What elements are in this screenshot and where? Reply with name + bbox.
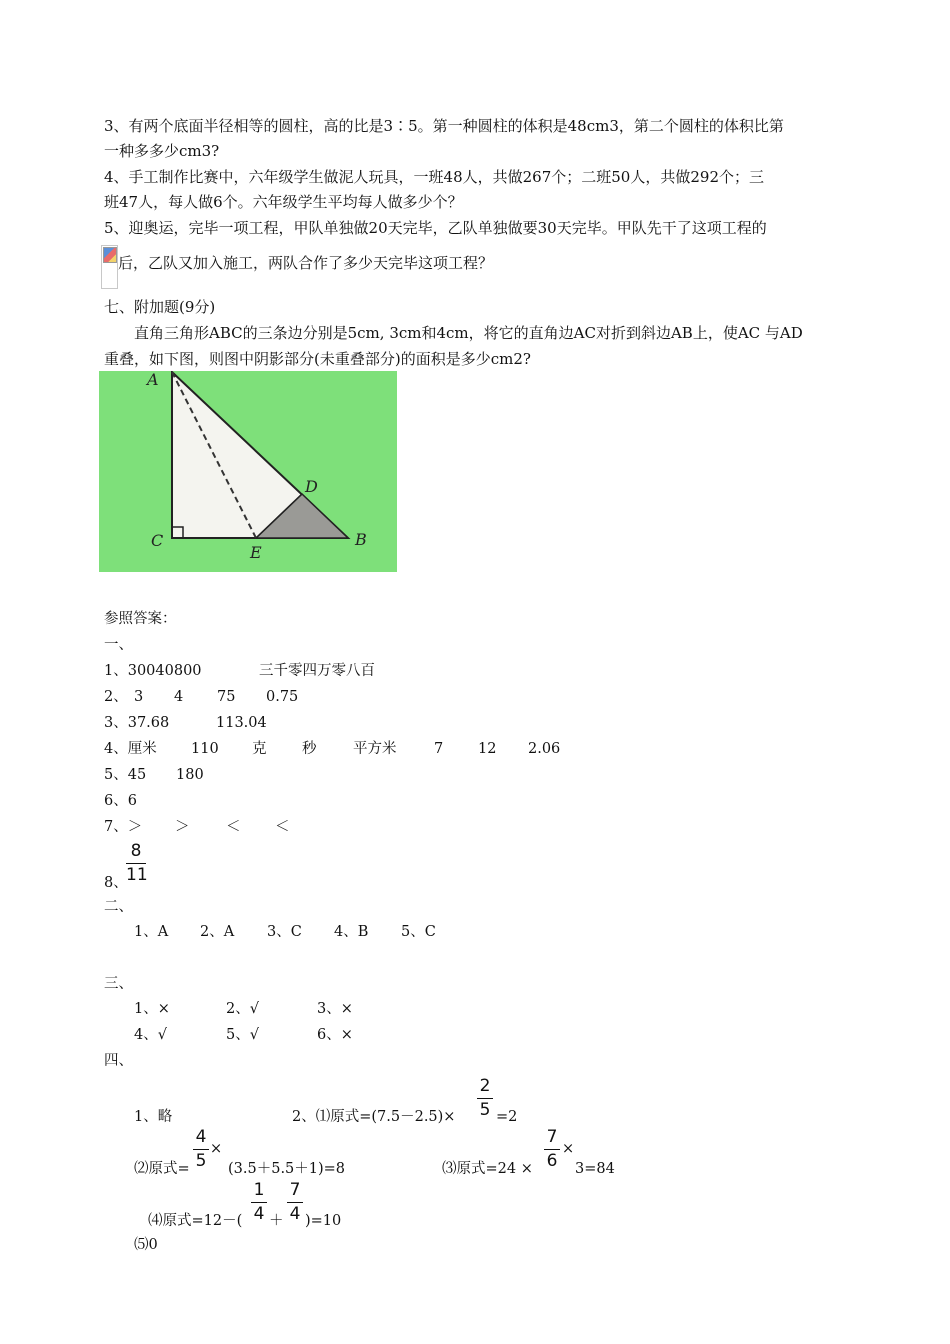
- answer-1-4-value: 平方米: [353, 741, 397, 757]
- answer-1-2-label: 2、: [104, 689, 128, 705]
- answer-1-2-value: 75: [217, 689, 236, 705]
- bonus-line-1: 直角三角形ABC的三条边分别是5cm, 3cm和4cm，将它的直角边AC对折到斜边AB上，使AC 与AD: [134, 324, 803, 342]
- answer-1-8-label: 8、: [104, 875, 128, 891]
- answer-1-4-value: 12: [478, 741, 497, 757]
- answer-1-7-value: ＜: [226, 819, 241, 835]
- answer-1-4-value: 克: [252, 741, 267, 757]
- answer-1-4-value: 7: [434, 741, 444, 757]
- answer-1-6: 6、6: [104, 793, 137, 809]
- question-5-line-1: 5、迎奥运，完毕一项工程，甲队单独做20天完毕，乙队单独做要30天完毕。甲队先干了这项工程的: [104, 219, 767, 237]
- answer-4-p3-label: ⑶原式=24 ×: [442, 1161, 533, 1177]
- fraction-7-4: [287, 1180, 303, 1224]
- fraction-bar: [126, 863, 146, 864]
- fraction-7-6: [544, 1127, 560, 1171]
- answer-2-item: 1、A: [134, 924, 169, 940]
- answer-1-1-number: 1、30040800: [104, 663, 202, 679]
- fraction-numerator: 2: [479, 1076, 491, 1096]
- question-4-line-2: 班47人，每人做6个。六年级学生平均每人做多少个？: [104, 193, 463, 211]
- fraction-8-11: [126, 841, 146, 885]
- fraction-numerator: 7: [546, 1127, 558, 1147]
- fraction-denominator: 5: [195, 1151, 207, 1171]
- fraction-bar: [544, 1149, 560, 1150]
- fraction-2-5: [477, 1076, 493, 1120]
- plus-sign: ＋: [269, 1213, 284, 1229]
- answer-4-p2-label: ⑵原式=: [134, 1161, 190, 1177]
- answer-3-item: 1、×: [134, 1001, 170, 1017]
- question-3-line-2: 一种多多少cm3?: [104, 142, 220, 160]
- answer-1-4-value: 110: [191, 741, 219, 757]
- fraction-denominator: 11: [126, 865, 148, 885]
- fraction-numerator: 4: [195, 1127, 207, 1147]
- fraction-bar: [287, 1202, 303, 1203]
- question-3-line-1: 3、有两个底面半径相等的圆柱，高的比是3∶5。第一种圆柱的体积是48cm3，第二个圆柱的体积比第: [104, 117, 784, 135]
- answer-3-item: 4、√: [134, 1027, 167, 1043]
- answer-4-2-part-b: =2: [496, 1109, 518, 1125]
- answer-1-5-value: 180: [176, 767, 204, 783]
- fraction-numerator: 1: [253, 1180, 265, 1200]
- answer-1-2-value: 4: [174, 689, 184, 705]
- triangle-diagram: [99, 371, 397, 572]
- fraction-denominator: 4: [289, 1204, 301, 1224]
- label-c: C: [151, 531, 164, 550]
- answer-1-3-value: 3、37.68: [104, 715, 170, 731]
- answers-section-3: 三、: [104, 976, 133, 992]
- label-d: D: [305, 477, 318, 496]
- triangle-figure: [99, 371, 397, 572]
- times-sign: ×: [210, 1141, 223, 1157]
- answer-1-2-value: 0.75: [266, 689, 299, 705]
- fraction-numerator: 7: [289, 1180, 301, 1200]
- answer-1-4-value: 4、厘米: [104, 741, 157, 757]
- answers-section-1: 一、: [104, 637, 133, 653]
- answer-3-item: 5、√: [226, 1027, 259, 1043]
- bonus-line-2: 重叠，如下图，则图中阴影部分(未重叠部分)的面积是多少cm2?: [104, 350, 531, 368]
- fraction-denominator: 6: [546, 1151, 558, 1171]
- times-sign: ×: [562, 1141, 575, 1157]
- fraction-1-4: [251, 1180, 267, 1224]
- answer-1-7-value: ＞: [175, 819, 190, 835]
- answer-3-item: 2、√: [226, 1001, 259, 1017]
- answer-1-3-value: 113.04: [216, 715, 267, 731]
- answers-section-2: 二、: [104, 899, 133, 915]
- label-e: E: [250, 543, 262, 562]
- answer-2-item: 5、C: [401, 924, 436, 940]
- answer-4-p2-expression: (3.5＋5.5＋1)=8: [228, 1161, 346, 1177]
- answers-heading: 参照答案：: [104, 611, 177, 627]
- answer-3-item: 3、×: [317, 1001, 353, 1017]
- answer-4-1: 1、略: [134, 1109, 173, 1125]
- fraction-numerator: 8: [130, 841, 142, 861]
- answer-1-4-value: 2.06: [528, 741, 561, 757]
- answer-4-2-part-a: 2、⑴原式=(7.5－2.5)×: [292, 1109, 456, 1125]
- answer-3-item: 6、×: [317, 1027, 353, 1043]
- fraction-denominator: 4: [253, 1204, 265, 1224]
- answer-2-item: 4、B: [334, 924, 369, 940]
- answer-1-5-value: 5、45: [104, 767, 147, 783]
- fraction-bar: [477, 1098, 493, 1099]
- answer-1-7-value: ＜: [275, 819, 290, 835]
- fraction-4-5: [193, 1127, 209, 1171]
- answer-1-1-words: 三千零四万零八百: [259, 663, 375, 679]
- answer-4-p4-label: ⑷原式=12－(: [148, 1213, 243, 1229]
- answers-section-4: 四、: [104, 1053, 133, 1069]
- answer-4-p5: ⑸0: [134, 1237, 158, 1253]
- fraction-bar: [193, 1149, 209, 1150]
- label-b: B: [355, 530, 367, 549]
- fraction-bar: [251, 1202, 267, 1203]
- answer-1-2-value: 3: [134, 689, 144, 705]
- fraction-denominator: 5: [479, 1100, 491, 1120]
- answer-2-item: 3、C: [267, 924, 302, 940]
- answer-1-4-value: 秒: [302, 741, 317, 757]
- question-4-line-1: 4、手工制作比赛中，六年级学生做泥人玩具，一班48人，共做267个；二班50人，共做292个；三: [104, 168, 764, 186]
- broken-image-icon: [101, 245, 118, 289]
- answer-1-7-value: 7、＞: [104, 819, 143, 835]
- answer-4-p3-expression: 3=84: [575, 1161, 615, 1177]
- answer-2-item: 2、A: [200, 924, 235, 940]
- label-a: A: [147, 371, 159, 389]
- bonus-heading: 七、附加题(9分): [104, 298, 216, 316]
- answer-4-p4-result: )=10: [305, 1213, 342, 1229]
- question-5-line-2: 后，乙队又加入施工，两队合作了多少天完毕这项工程？: [118, 254, 494, 272]
